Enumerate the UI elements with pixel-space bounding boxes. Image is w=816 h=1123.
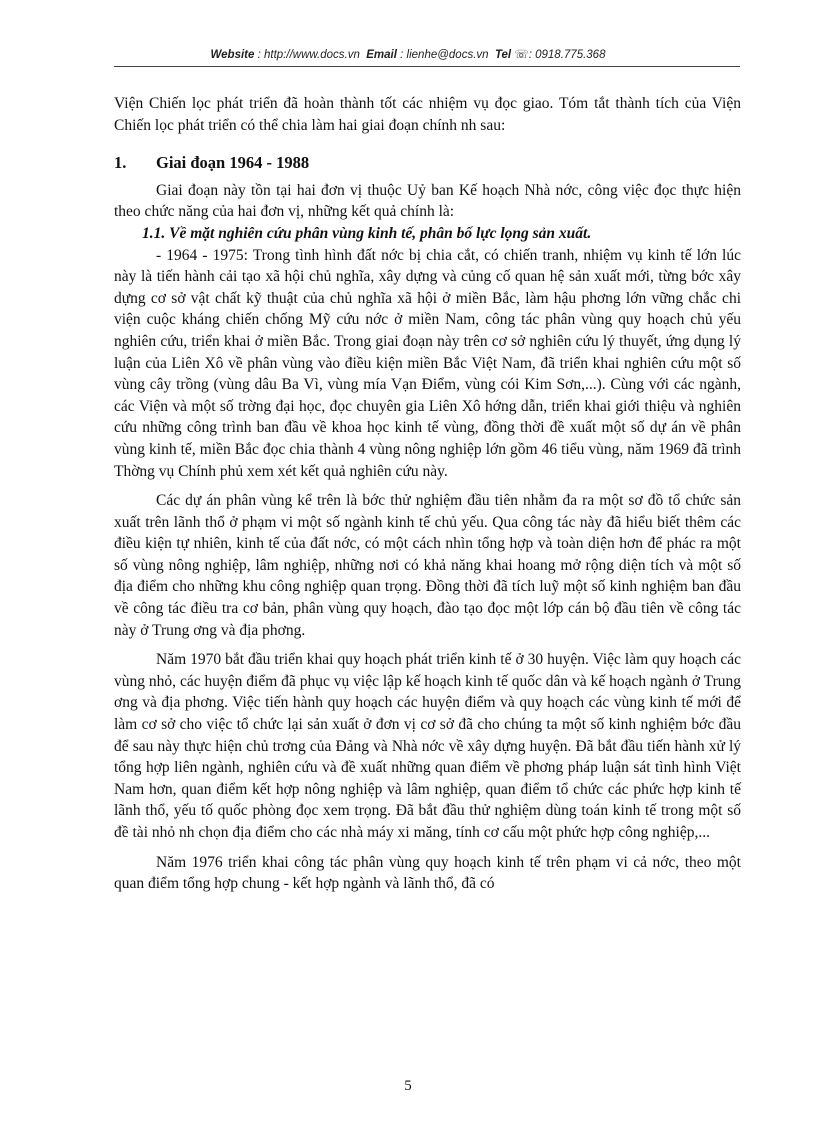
intro-paragraph: Viện Chiến lọc phát triển đã hoàn thành tốt các nhiệm vụ đọc giao. Tóm tắt thành tích của Viện Chiến lọc phát triển có thể chia làm hai giai đoạn chính nh sau:: [114, 95, 741, 134]
subsection-heading: 1.1. Về mặt nghiên cứu phân vùng kinh tế, phân bố lực lọng sản xuất.: [142, 224, 592, 242]
section-title: Giai đoạn 1964 - 1988: [156, 153, 310, 173]
paragraph-4: Năm 1970 bắt đầu triển khai quy hoạch phát triển kinh tế ở 30 huyện. Việc làm quy hoạch các vùng nhỏ, các huyện điểm đã phục vụ việc lập kế hoạch kinh tế quốc dân và kế hoạch ngành ở Trung ơng và địa phơng. Việc tiến hành quy hoạch các huyện điểm và quy hoạch các vùng kinh tế mới để làm cơ sở cho việc tổ chức lại sản xuất ở đơn vị cơ sở đã cho chúng ta một số kinh nghiệm bớc đầu để sau này thực hiện chủ trơng của Đảng và Nhà nớc về xây dựng huyện. Đã bắt đầu tiến hành xử lý tổng hợp liên ngành, nghiên cứu và đề xuất những quan điểm về phơng pháp luận sát tình hình Việt Nam hơn, quan điểm kết hợp nông nghiệp và lâm nghiệp, quan điểm tổ chức các phức hợp kinh tế lãnh thổ, yếu tố quốc phòng đọc xem trọng. Đã bắt đầu thử nghiệm dùng toán kinh tế trong một số đề tài nhỏ nh chọn địa điểm cho các nhà máy xi măng, tính cơ cấu một phức hợp công nghiệp,...: [114, 651, 741, 841]
tel-label: Tel: [494, 49, 512, 61]
paragraph-2: - 1964 - 1975: Trong tình hình đất nớc bị chia cắt, có chiến tranh, nhiệm vụ kinh tế lớn lúc này là tiến hành cải tạo xã hội chủ nghĩa, xây dựng và củng cố quan hệ sản xuất mới, từng bớc xây dựng cơ sở vật chất kỹ thuật của chủ nghĩa xã hội ở miền Bắc, làm hậu phơng lớn vững chắc chi viện cuộc kháng chiến chống Mỹ cứu nớc ở miền Nam, công tác phân vùng quy hoạch chủ yếu nghiên cứu, triển khai ở miền Bắc. Trong giai đoạn này trên cơ sở nghiên cứu lý thuyết, ứng dụng lý luận của Liên Xô về phân vùng vào điều kiện miền Bắc Việt Nam, đã triển khai nghiên cứu một số vùng cây trồng (vùng dâu Ba Vì, vùng mía Vạn Điểm, vùng cói Kim Sơn,...). Cùng với các ngành, các Viện và một số trờng đại học, đọc chuyên gia Liên Xô hớng dẫn, triển khai giới thiệu và nghiên cứu những công trình ban đầu về khoa học kinh tế vùng, đồng thời đề xuất một số dự án về phân vùng kinh tế, miền Bắc đọc chia thành 4 vùng nông nghiệp lớn gồm 46 tiểu vùng, năm 1969 đã trình Thờng vụ Chính phủ xem xét kết quả nghiên cứu này.: [114, 246, 741, 480]
page-header: [0, 47, 816, 61]
paragraph-3: Các dự án phân vùng kể trên là bớc thử nghiệm đầu tiên nhằm đa ra một sơ đồ tổ chức sản xuất trên lãnh thổ ở phạm vi một số ngành kinh tế chủ yếu. Qua công tác này đã hiểu biết thêm các điều kiện tự nhiên, kinh tế của đất nớc, có một cách nhìn tổng hợp và toàn diện hơn để phác ra một số vùng nông nghiệp, lâm nghiệp, những nơi có khả năng khai hoang mở rộng diện tích và một số địa điểm cho những khu công nghiệp quan trọng. Đồng thời đã tích luỹ một số kinh nghiệm ban đầu về công tác điều tra cơ bản, phân vùng quy hoạch, đào tạo đọc một lớp cán bộ đầu tiên về công tác này ở Trung ơng và địa phơng.: [114, 492, 741, 639]
phone-icon: ☏: [514, 49, 529, 61]
email-value: : lienhe@docs.vn: [400, 49, 489, 61]
paragraph-1: Giai đoạn này tồn tại hai đơn vị thuộc Uỷ ban Kế hoạch Nhà nớc, công việc đọc thực hiện theo chức năng của hai đơn vị, những kết quả chính là:: [114, 181, 741, 221]
tel-value: : 0918.775.368: [528, 49, 606, 61]
header-divider: [114, 66, 740, 67]
document-body: [114, 93, 741, 895]
website-value: : http://www.docs.vn: [257, 49, 360, 61]
website-label: Website: [210, 49, 255, 61]
email-label: Email: [366, 49, 397, 61]
section-number: 1.: [114, 153, 127, 173]
section-heading: [114, 152, 741, 174]
paragraph-5: Năm 1976 triển khai công tác phân vùng quy hoạch kinh tế trên phạm vi cả nớc, theo một quan điểm tổng hợp chung - kết hợp ngành và lãnh thổ, đã có: [114, 853, 741, 893]
page-number: 5: [404, 1078, 412, 1094]
